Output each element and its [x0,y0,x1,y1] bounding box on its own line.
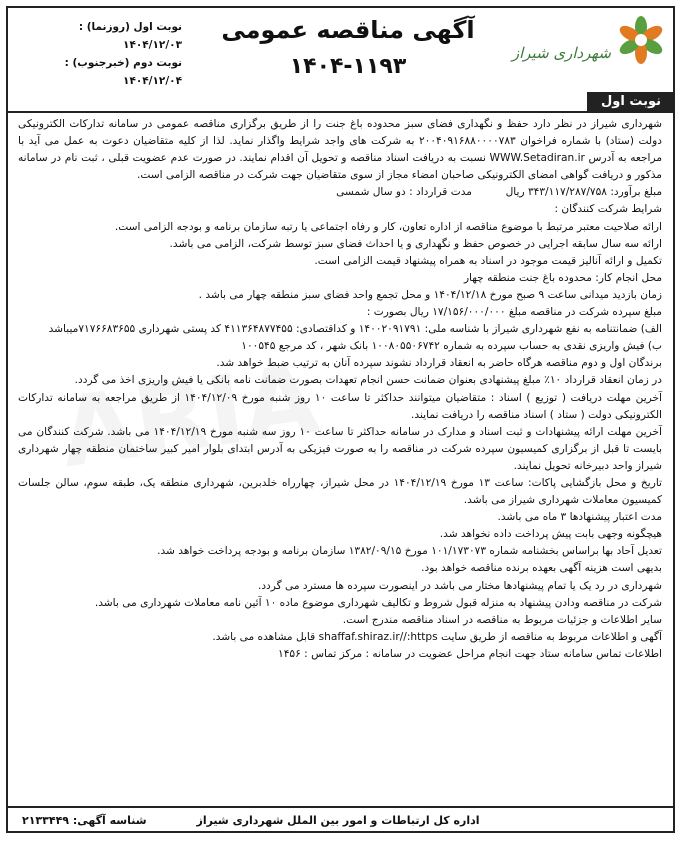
paragraph: مدت اعتبار پیشنهادها ۳ ماه می باشد. [497,511,662,524]
paragraph: شرکت در مناقصه ودادن پیشنهاد به منزله قبول شروط و تکالیف شهرداری موضوع ماده ۱۰ آئین نامه معاملات شهرداری می باشد. [94,596,662,609]
paragraph: مبلغ برآورد: ۳۴۳/۱۱۷/۲۸۷/۷۵۸ ریال مدت قرارداد : دو سال شمسی [336,186,662,199]
paragraph: بدیهی است هزینه آگهی بعهده برنده مناقصه خواهد بود. [421,562,662,575]
header [8,8,673,94]
paragraph: اطلاعات تماس سامانه ستاد جهت انجام مراحل عضویت در سامانه : مرکز تماس : ۱۴۵۶ [278,647,662,660]
date-first: نوبت اول (روزنما) : ۱۴۰۴/۱۲/۰۳ [78,21,182,51]
paragraph: الف) ضمانتنامه به نفع شهرداری شیراز با شناسه ملی: ۱۴۰۰۲۰۹۱۷۹۱ و کداقتصادی: ۴۱۱۳۶۴۸۷۷۴۵۵ کد پستی شهرداری ۷۱۷۶۶۸۳۶۵۵میباشد [48,323,662,336]
paragraph: تعدیل آحاد بها براساس بخشنامه شماره ۱۰۱/۱۷۳۰۷۳ مورخ ۱۳۸۲/۰۹/۱۵ سازمان برنامه و بودجه پرداخت خواهد شد. [157,545,662,558]
paragraph: آخرین مهلت ارائه پیشنهادات و ثبت اسناد و مدارک در سامانه حداکثر تا ساعت ۱۰ روز سه شنبه مورخ ۱۴۰۴/۱۲/۱۹ می باشد. شرکت کنندگان می بایست تا قبل از برگزاری کمیسیون سپرده شرکت در مناقصه را به صورت فیزیکی به آدرس ابتدای بلوار امیر کبیر ساختمان منطقه چهار شهرداری شیراز واحد دبیرخانه تحویل نمایند. [18,425,662,472]
paragraph: تکمیل و ارائه آنالیز قیمت موجود در اسناد به همراه پیشنهاد قیمت الزامی است. [314,254,662,267]
paragraph: ب) فیش واریزی نقدی به حساب سپرده به شماره ۱۰۰۸۰۵۵۰۶۷۴۲ بانک شهر ، کد مرجع ۱۰۰۵۴۵ [241,340,662,353]
tender-code: ۱۴۰۴-۱۱۹۳ [289,54,407,79]
divider [8,111,675,113]
publication-dates [22,18,182,90]
paragraph: در زمان انعقاد قرارداد ۱۰٪ مبلغ پیشنهادی بعنوان ضمانت حسن انجام تعهدات بصورت ضمانت نامه بانکی یا فیش واریزی اخذ می گردد. [74,374,662,387]
paragraph: شهرداری در رد یک یا تمام پیشنهادها مختار می باشد در اینصورت سپرده ها مسترد می گردد. [257,579,662,592]
paragraph: سایر اطلاعات و جزئیات مربوط به مناقصه در اسناد مناقصه مندرج است. [342,613,662,626]
page-title: آگهی مناقصه عمومی [221,16,475,44]
ad-body [18,116,662,806]
paragraph: برندگان اول و دوم مناقصه هرگاه حاضر به انعقاد قرارداد نشوند سپرده آنان به ترتیب ضبط خواهد شد. [216,357,662,370]
footer [8,806,673,834]
flower-logo-icon [617,14,665,74]
ad-id: شناسه آگهی: ۲۱۳۳۴۴۹ [22,814,147,827]
paragraph: شرایط شرکت کنندگان : [554,203,662,216]
paragraph: شهرداری شیراز در نظر دارد حفظ و نگهداری فضای سبز محدوده باغ جنت را از طریق برگزاری مناقصه عمومی در سامانه تدارکات الکترونیکی دولت (ستاد) با شماره فراخوان ۲۰۰۴۰۹۱۶۸۸۰۰۰۰۷۸۳ به شرکت های واجد شرایط واگذار نماید. لذا از کلیه متقاضیان دعوت به عمل می آید با مراجعه به آدرس WWW.Setadiran.ir نسبت به دریافت اسناد مناقصه و تحویل آن اقدام نمایند. در صورت عدم عضویت قبلی ، ثبت نام در سامانه مذکور و دریافت گواهی امضای الکترونیکی صاحبان امضاء مجاز از سوی متقاضیان جهت شرکت در مناقصه الزامی است. [18,118,662,182]
paragraph: زمان بازدید میدانی ساعت ۹ صبح مورخ ۱۴۰۴/۱۲/۱۸ و محل تجمع واحد فضای سبز منطقه چهار می باشد . [198,288,662,301]
date-second: نوبت دوم (خبرجنوب) : ۱۴۰۴/۱۲/۰۴ [64,57,182,87]
paragraph: ارائه صلاحیت معتبر مرتبط با موضوع مناقصه از اداره تعاون، کار و رفاه اجتماعی یا رتبه سازمان برنامه و بودجه الزامی است. [114,220,662,233]
paragraph: آخرین مهلت دریافت ( توزیع ) اسناد : متقاضیان میتوانند حداکثر تا ساعت ۱۰ روز شنبه مورخ ۱۴۰۴/۱۲/۰۹ از طریق مراجعه به سامانه تدارکات الکترونیکی دولت ( ستاد ) اسناد مناقصه را دریافت نمایند. [18,391,663,421]
paragraph: آگهی و اطلاعات مربوط به مناقصه از طریق سایت shaffaf.shiraz.ir//:https قابل مشاهده می باشد. [212,630,662,643]
paragraph: مبلغ سپرده شرکت در مناقصه مبلغ ۱۷/۱۵۶/۰۰۰/۰۰۰ ریال بصورت : [366,306,662,319]
paragraph: هیچگونه وجهی بابت پیش پرداخت داده نخواهد شد. [439,528,662,541]
paragraph: ارائه سه سال سابقه اجرایی در خصوص حفظ و نگهداری و یا احداث فضای سبز توسط شرکت، الزامی می باشد. [169,237,662,250]
round-badge: نوبت اول [587,92,675,112]
logo [511,14,665,86]
paragraph: تاریخ و محل بازگشایی پاکات: ساعت ۱۳ مورخ ۱۴۰۴/۱۲/۱۹ در محل شیراز، چهارراه خلدبرین، شهرداری منطقه یک، طبقه سوم، سالن جلسات کمیسیون معاملات شهرداری شیراز می باشد. [18,476,663,507]
logo-text: شهرداری شیراز [511,44,611,62]
paragraph: محل انجام کار: محدوده باغ جنت منطقه چهار [463,271,662,284]
footer-org: اداره کل ارتباطات و امور بین الملل شهرداری شیراز [196,814,480,827]
